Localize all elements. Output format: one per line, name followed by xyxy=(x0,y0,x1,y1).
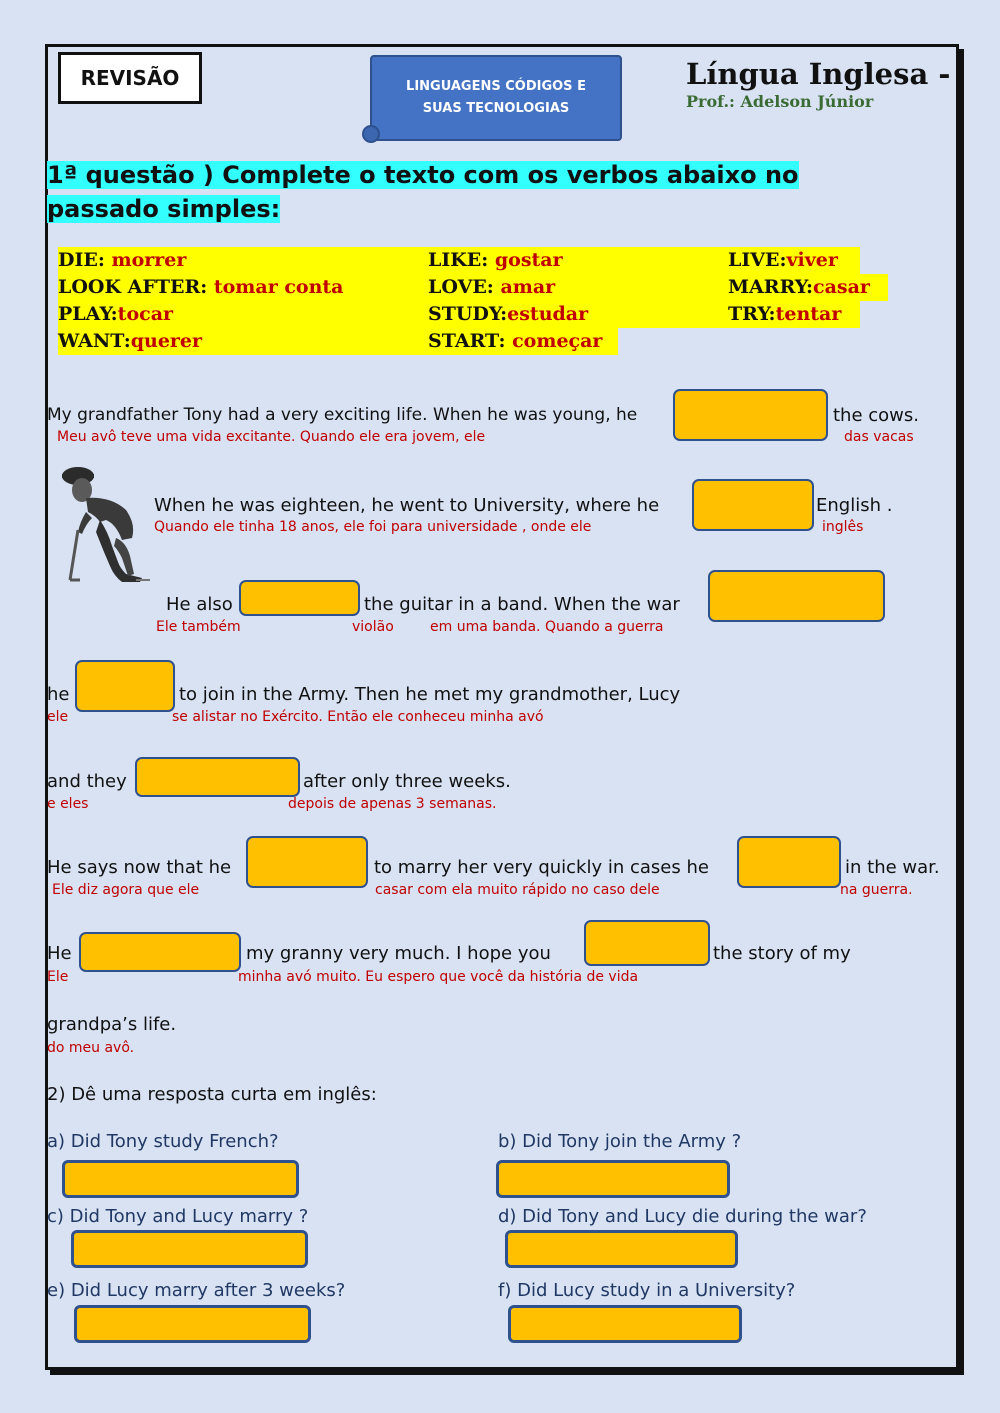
answer-blank-10[interactable] xyxy=(584,920,710,966)
translation-line-3b: violão xyxy=(352,619,394,635)
question-2a: a) Did Tony study French? xyxy=(47,1131,279,1152)
question-2-title: 2) Dê uma resposta curta em inglês: xyxy=(47,1084,377,1105)
text-line-5a: and they xyxy=(47,771,127,792)
question-1-title xyxy=(47,158,897,226)
translation-line-1b: das vacas xyxy=(844,429,914,445)
text-line-4b: to join in the Army. Then he met my grandmother, Lucy xyxy=(179,684,681,705)
answer-field-e[interactable] xyxy=(74,1305,311,1343)
question-2d: d) Did Tony and Lucy die during the war? xyxy=(498,1206,867,1227)
answer-blank-4[interactable] xyxy=(708,570,885,622)
answer-blank-9[interactable] xyxy=(79,932,241,972)
verb-row-2-col-1: LOOK AFTER: tomar conta xyxy=(58,274,430,301)
teacher-name: Prof.: Adelson Júnior xyxy=(686,92,874,111)
verb-row-4-col-2: START: começar xyxy=(428,328,618,355)
answer-field-f[interactable] xyxy=(508,1305,742,1343)
answer-blank-2[interactable] xyxy=(692,479,814,531)
revisao-label: REVISÃO xyxy=(58,52,202,104)
translation-line-5a: e eles xyxy=(47,796,89,812)
answer-blank-1[interactable] xyxy=(673,389,828,441)
verb-row-2-col-3: MARRY:casar xyxy=(728,274,888,301)
text-line-2b: English . xyxy=(816,495,893,516)
translation-line-6a: Ele diz agora que ele xyxy=(52,882,200,898)
translation-line-6c: na guerra. xyxy=(840,882,913,898)
translation-line-3a: Ele também xyxy=(156,619,241,635)
subject-title: Língua Inglesa - xyxy=(686,57,951,91)
text-line-2a: When he was eighteen, he went to University, where he xyxy=(154,495,660,516)
translation-line-3c: em uma banda. Quando a guerra xyxy=(430,619,664,635)
verb-row-1-col-3: LIVE:viver xyxy=(728,247,860,274)
answer-field-c[interactable] xyxy=(71,1230,308,1268)
text-line-6b: to marry her very quickly in cases he xyxy=(374,857,709,878)
question-2c: c) Did Tony and Lucy marry ? xyxy=(47,1206,309,1227)
question-2f: f) Did Lucy study in a University? xyxy=(498,1280,796,1301)
old-man-with-cane-icon xyxy=(56,462,152,584)
banner-line-1: LINGUAGENS CÓDIGOS E xyxy=(406,79,586,94)
text-line-1a: My grandfather Tony had a very exciting life. When he was young, he xyxy=(47,405,638,425)
verb-row-2-col-2: LOVE: amar xyxy=(428,274,730,301)
banner-line-2: SUAS TECNOLOGIAS xyxy=(422,101,570,116)
text-line-3b: the guitar in a band. When the war xyxy=(364,594,680,615)
answer-field-b[interactable] xyxy=(496,1160,730,1198)
text-line-6a: He says now that he xyxy=(47,857,232,878)
text-line-8: grandpa’s life. xyxy=(47,1014,177,1035)
question-2b: b) Did Tony join the Army ? xyxy=(498,1131,742,1152)
answer-blank-8[interactable] xyxy=(737,836,841,888)
text-line-7b: my granny very much. I hope you xyxy=(246,943,551,964)
answer-blank-5[interactable] xyxy=(75,660,175,712)
translation-line-2a: Quando ele tinha 18 anos, ele foi para universidade , onde ele xyxy=(154,519,592,535)
answer-blank-3[interactable] xyxy=(239,580,360,616)
text-line-7c: the story of my xyxy=(713,943,851,964)
translation-line-7a: Ele xyxy=(47,969,69,985)
answer-field-a[interactable] xyxy=(62,1160,299,1198)
verb-row-3-col-2: STUDY:estudar xyxy=(428,301,730,328)
answer-field-d[interactable] xyxy=(505,1230,738,1268)
translation-line-2b: inglês xyxy=(822,519,864,535)
verb-row-1-col-2: LIKE: gostar xyxy=(428,247,730,274)
translation-line-4b: se alistar no Exército. Então ele conheceu minha avó xyxy=(172,709,544,725)
verb-row-1-col-1: DIE: morrer xyxy=(58,247,430,274)
answer-blank-6[interactable] xyxy=(135,757,300,797)
verb-row-4-col-1: WANT:querer xyxy=(58,328,430,355)
verb-row-3-col-1: PLAY:tocar xyxy=(58,301,430,328)
translation-line-1a: Meu avô teve uma vida excitante. Quando ele era jovem, ele xyxy=(57,429,486,445)
answer-blank-7[interactable] xyxy=(246,836,368,888)
subject-area-banner xyxy=(370,55,622,141)
translation-line-8: do meu avô. xyxy=(47,1040,135,1056)
translation-line-6b: casar com ela muito rápido no caso dele xyxy=(375,882,660,898)
translation-line-4a: ele xyxy=(47,709,69,725)
translation-line-5b: depois de apenas 3 semanas. xyxy=(288,796,497,812)
verb-row-3-col-3: TRY:tentar xyxy=(728,301,860,328)
question-2e: e) Did Lucy marry after 3 weeks? xyxy=(47,1280,346,1301)
text-line-1b: the cows. xyxy=(833,405,919,426)
text-line-7a: He xyxy=(47,943,72,964)
text-line-4a: he xyxy=(47,684,70,705)
question-1-text: 1ª questão ) Complete o texto com os verbos abaixo no passado simples: xyxy=(47,161,799,223)
text-line-3a: He also xyxy=(166,594,233,615)
translation-line-7b: minha avó muito. Eu espero que você da história de vida xyxy=(238,969,639,985)
text-line-6c: in the war. xyxy=(845,857,940,878)
text-line-5b: after only three weeks. xyxy=(303,771,511,792)
